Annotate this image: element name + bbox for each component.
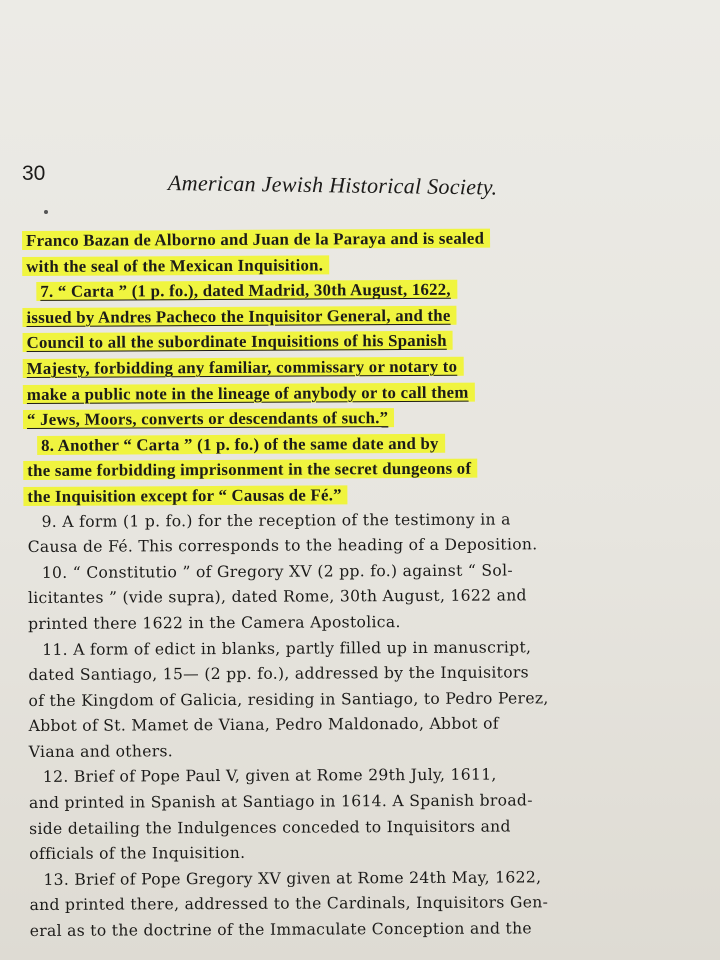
- text-line: 12. Brief of Pope Paul V, given at Rome 29th July, 1611,: [42, 766, 497, 787]
- text-line: [26, 276, 706, 305]
- highlighted-underlined-text: “ Jews, Moors, converts or descendants of such.”: [23, 408, 394, 429]
- text-line: eral as to the doctrine of the Immaculate Conception and the: [29, 919, 532, 941]
- text-line: printed there 1622 in the Camera Apostolica.: [28, 612, 401, 633]
- text-line: [27, 429, 707, 458]
- text-line: [26, 301, 706, 330]
- text-line: Viana and others.: [28, 742, 174, 761]
- highlighted-underlined-text: make a public note in the lineage of anybody or to call them: [23, 382, 475, 403]
- text-line: licitantes ” (vide supra), dated Rome, 30th August, 1622 and: [27, 586, 527, 608]
- text-line: [27, 327, 707, 356]
- highlighted-text: 8. Another “ Carta ” (1 p. fo.) of the same date and by: [37, 434, 445, 455]
- highlighted-underlined-text: 7. “ Carta ” (1 p. fo.), dated Madrid, 30th August, 1622,: [36, 280, 457, 301]
- text-line: [26, 224, 706, 253]
- highlighted-text: the same forbidding imprisonment in the secret dungeons of: [23, 459, 477, 480]
- text-line: side detailing the Indulgences conceded to Inquisitors and: [29, 817, 511, 838]
- text-line: [27, 480, 707, 509]
- highlighted-text: the Inquisition except for “ Causas de Fé.”: [23, 485, 347, 506]
- text-line: Abbot of St. Mamet de Viana, Pedro Maldonado, Abbot of: [28, 714, 499, 736]
- body-text: [26, 224, 710, 944]
- running-title: American Jewish Historical Society.: [167, 170, 498, 200]
- highlighted-text: Franco Bazan de Alborno and Juan de la Paraya and is sealed: [22, 229, 490, 250]
- text-line: [27, 378, 707, 407]
- highlighted-text: with the seal of the Mexican Inquisition.: [22, 255, 329, 276]
- text-line: and printed in Spanish at Santiago in 1614. A Spanish broad-: [28, 791, 533, 813]
- highlighted-underlined-text: issued by Andres Pacheco the Inquisitor General, and the: [22, 306, 456, 327]
- text-line: and printed there, addressed to the Cardinals, Inquisitors Gen-: [29, 893, 549, 915]
- text-line: 9. A form (1 p. fo.) for the reception of the testimony in a: [41, 509, 511, 531]
- text-line: [27, 455, 707, 484]
- text-line: 10. “ Constitutio ” of Gregory XV (2 pp. fo.) against “ Sol-: [41, 561, 513, 582]
- text-line: officials of the Inquisition.: [29, 844, 246, 864]
- text-line: Causa de Fé. This corresponds to the heading of a Deposition.: [27, 535, 538, 557]
- print-speck: [44, 210, 48, 214]
- text-line: of the Kingdom of Galicia, residing in Santiago, to Pedro Perez,: [28, 688, 549, 710]
- page-number: 30: [22, 162, 46, 185]
- text-line: 11. A form of edict in blanks, partly filled up in manuscript,: [42, 637, 532, 659]
- text-line: dated Santiago, 15— (2 pp. fo.), addressed by the Inquisitors: [28, 663, 530, 685]
- highlighted-underlined-text: Majesty, forbidding any familiar, commissary or notary to: [23, 357, 464, 378]
- text-line: [27, 352, 707, 381]
- text-line: [26, 250, 706, 279]
- text-line: 13. Brief of Pope Gregory XV given at Rome 24th May, 1622,: [43, 868, 542, 889]
- text-line: [27, 404, 707, 433]
- highlighted-underlined-text: Council to all the subordinate Inquisitions of his Spanish: [23, 331, 453, 352]
